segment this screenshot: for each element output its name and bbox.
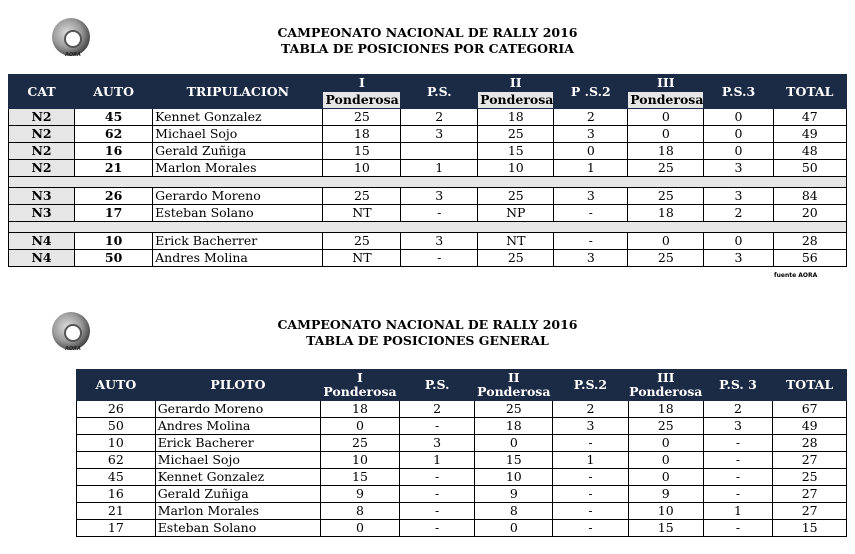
ps-cell: 3 [399, 435, 475, 452]
ps2-cell: 1 [554, 160, 628, 177]
r1-cell: 18 [323, 126, 401, 143]
rally3-name: Ponderosa [629, 384, 703, 399]
r3-cell: 0 [628, 452, 703, 469]
ps3-cell: 3 [703, 418, 773, 435]
total-cell: 28 [773, 435, 847, 452]
ps2-cell: - [553, 486, 629, 503]
auto-cell: 62 [75, 126, 153, 143]
name-cell: Kennet Gonzalez [155, 469, 320, 486]
ps3-cell: 3 [704, 160, 773, 177]
r2-cell: 25 [478, 250, 554, 267]
r3-cell: 10 [628, 503, 703, 520]
ps-cell: - [399, 418, 475, 435]
total-cell: 50 [773, 160, 846, 177]
ps2-cell: - [554, 205, 628, 222]
general-standings-table [76, 369, 847, 537]
section1-subtitle: TABLA DE POSICIONES POR CATEGORIA [281, 41, 574, 56]
ps-cell: 1 [401, 160, 478, 177]
logo-text: AORA [65, 52, 81, 58]
cat-cell: N2 [9, 109, 75, 126]
ps3-cell: 0 [704, 143, 773, 160]
ps3-cell: 0 [704, 126, 773, 143]
col-ps3: P.S. 3 [703, 370, 773, 401]
ps2-cell: - [553, 469, 629, 486]
r3-cell: 25 [628, 418, 703, 435]
name-cell: Esteban Solano [155, 520, 320, 537]
ps2-cell: 3 [554, 250, 628, 267]
rally1-label: I [357, 370, 363, 385]
r1-cell: 15 [323, 143, 401, 160]
rally3-label: III [656, 370, 675, 385]
total-cell: 27 [773, 452, 847, 469]
r3-cell: 25 [628, 250, 704, 267]
ps-cell: - [401, 205, 478, 222]
ps-cell: 3 [401, 126, 478, 143]
r2-cell: 15 [475, 452, 553, 469]
rally1-name: Ponderosa [323, 384, 397, 399]
table-row [9, 233, 847, 250]
auto-cell: 10 [75, 233, 153, 250]
section2-title: CAMPEONATO NACIONAL DE RALLY 2016 [277, 317, 578, 332]
auto-cell: 26 [77, 401, 156, 418]
col-rally1 [321, 370, 400, 401]
ps3-cell: 0 [704, 109, 773, 126]
r2-cell: 9 [475, 486, 553, 503]
ps-cell: - [401, 250, 478, 267]
auto-cell: 16 [77, 486, 156, 503]
total-cell: 27 [773, 486, 847, 503]
r2-cell: 8 [475, 503, 553, 520]
ps-cell: 2 [399, 401, 475, 418]
col-rally2: II [478, 75, 554, 92]
name-cell: Marlon Morales [155, 503, 320, 520]
table-row [77, 401, 847, 418]
ps2-cell: - [553, 503, 629, 520]
table-row [77, 452, 847, 469]
col-ps2: P .S.2 [554, 75, 628, 109]
auto-cell: 17 [77, 520, 156, 537]
spacer-cell [9, 177, 847, 188]
r3-cell: 0 [628, 233, 704, 250]
crew-cell: Gerardo Moreno [153, 188, 323, 205]
ps-cell: 1 [399, 452, 475, 469]
col-ps3: P.S.3 [704, 75, 773, 109]
total-cell: 49 [773, 126, 846, 143]
rally2-name: Ponderosa [477, 384, 551, 399]
ps-cell: - [399, 503, 475, 520]
total-cell: 28 [773, 233, 846, 250]
ps2-cell: 1 [553, 452, 629, 469]
r1-cell: 10 [321, 452, 400, 469]
r1-cell: 25 [323, 109, 401, 126]
ps3-cell: 2 [703, 401, 773, 418]
r3-cell: 18 [628, 205, 704, 222]
name-cell: Andres Molina [155, 418, 320, 435]
r1-cell: NT [323, 205, 401, 222]
r3-cell: 18 [628, 401, 703, 418]
group-spacer [9, 222, 847, 233]
r3-cell: 0 [628, 469, 703, 486]
col-rally3: III [628, 75, 704, 92]
ps2-cell: 2 [554, 109, 628, 126]
cat-cell: N2 [9, 126, 75, 143]
auto-cell: 50 [77, 418, 156, 435]
table-row [9, 250, 847, 267]
name-cell: Michael Sojo [155, 452, 320, 469]
table-row [77, 435, 847, 452]
r1-cell: 8 [321, 503, 400, 520]
ps2-cell: - [553, 435, 629, 452]
ps3-cell: - [703, 520, 773, 537]
ps-cell: - [399, 469, 475, 486]
ps2-cell: 2 [553, 401, 629, 418]
crew-cell: Michael Sojo [153, 126, 323, 143]
r1-cell: 0 [321, 418, 400, 435]
r1-cell: 10 [323, 160, 401, 177]
auto-cell: 21 [77, 503, 156, 520]
table-row [9, 188, 847, 205]
total-cell: 47 [773, 109, 846, 126]
table-row [77, 486, 847, 503]
table-row [9, 160, 847, 177]
col-rally1: I [323, 75, 401, 92]
spacer-cell [9, 222, 847, 233]
ps-cell: 3 [401, 233, 478, 250]
name-cell: Gerardo Moreno [155, 401, 320, 418]
name-cell: Erick Bacherer [155, 435, 320, 452]
ps3-cell: - [703, 486, 773, 503]
cat-cell: N3 [9, 205, 75, 222]
r1-cell: NT [323, 250, 401, 267]
rally2-name: Ponderosa [478, 92, 554, 109]
r3-cell: 25 [628, 160, 704, 177]
ps3-cell: 0 [704, 233, 773, 250]
r1-cell: 25 [323, 233, 401, 250]
rally2-label: II [507, 370, 520, 385]
auto-cell: 10 [77, 435, 156, 452]
r1-cell: 9 [321, 486, 400, 503]
r2-cell: 10 [478, 160, 554, 177]
auto-cell: 26 [75, 188, 153, 205]
auto-cell: 21 [75, 160, 153, 177]
crew-cell: Erick Bacherrer [153, 233, 323, 250]
auto-cell: 50 [75, 250, 153, 267]
section2-subtitle: TABLA DE POSICIONES GENERAL [306, 333, 549, 348]
ps-cell: - [399, 520, 475, 537]
table-row [77, 469, 847, 486]
total-cell: 25 [773, 469, 847, 486]
auto-cell: 16 [75, 143, 153, 160]
ps2-cell: - [553, 520, 629, 537]
r1-cell: 15 [321, 469, 400, 486]
total-cell: 56 [773, 250, 846, 267]
col-total: TOTAL [773, 370, 847, 401]
col-ps: P.S. [401, 75, 478, 109]
r3-cell: 18 [628, 143, 704, 160]
crew-cell: Andres Molina [153, 250, 323, 267]
source-note: fuente AORA [774, 272, 818, 279]
total-cell: 67 [773, 401, 847, 418]
r2-cell: 0 [475, 435, 553, 452]
ps-cell [401, 143, 478, 160]
col-cat: CAT [9, 75, 75, 109]
ps3-cell: - [703, 469, 773, 486]
crew-cell: Esteban Solano [153, 205, 323, 222]
r3-cell: 9 [628, 486, 703, 503]
cat-cell: N3 [9, 188, 75, 205]
ps3-cell: 1 [703, 503, 773, 520]
ps2-cell: 3 [554, 126, 628, 143]
ps3-cell: 3 [704, 188, 773, 205]
col-pilot: PILOTO [155, 370, 320, 401]
total-cell: 15 [773, 520, 847, 537]
group-spacer [9, 177, 847, 188]
r3-cell: 0 [628, 435, 703, 452]
r2-cell: 0 [475, 520, 553, 537]
col-total: TOTAL [773, 75, 846, 109]
rally3-name: Ponderosa [628, 92, 704, 109]
crew-cell: Kennet Gonzalez [153, 109, 323, 126]
r1-cell: 25 [321, 435, 400, 452]
r1-cell: 25 [323, 188, 401, 205]
cat-cell: N2 [9, 160, 75, 177]
col-auto: AUTO [77, 370, 156, 401]
auto-cell: 62 [77, 452, 156, 469]
crew-cell: Gerald Zuñiga [153, 143, 323, 160]
section1-title: CAMPEONATO NACIONAL DE RALLY 2016 [277, 25, 578, 40]
cat-cell: N4 [9, 233, 75, 250]
table-row [9, 109, 847, 126]
logo-text: AORA [65, 346, 81, 352]
table-row [77, 418, 847, 435]
r2-cell: NP [478, 205, 554, 222]
name-cell: Gerald Zuñiga [155, 486, 320, 503]
rally1-name: Ponderosa [323, 92, 401, 109]
auto-cell: 17 [75, 205, 153, 222]
table-row [77, 503, 847, 520]
crew-cell: Marlon Morales [153, 160, 323, 177]
r3-cell: 25 [628, 188, 704, 205]
col-ps2: P.S.2 [553, 370, 629, 401]
r2-cell: 10 [475, 469, 553, 486]
ps-cell: - [399, 486, 475, 503]
col-ps: P.S. [399, 370, 475, 401]
table-row [77, 520, 847, 537]
r1-cell: 0 [321, 520, 400, 537]
ps2-cell: 3 [554, 188, 628, 205]
table-row [9, 126, 847, 143]
r3-cell: 15 [628, 520, 703, 537]
r2-cell: 25 [475, 401, 553, 418]
ps3-cell: 2 [704, 205, 773, 222]
total-cell: 48 [773, 143, 846, 160]
r3-cell: 0 [628, 126, 704, 143]
r2-cell: 15 [478, 143, 554, 160]
ps3-cell: 3 [704, 250, 773, 267]
total-cell: 20 [773, 205, 846, 222]
ps3-cell: - [703, 452, 773, 469]
col-rally2 [475, 370, 553, 401]
r2-cell: 25 [478, 126, 554, 143]
table-row [9, 143, 847, 160]
r2-cell: 18 [475, 418, 553, 435]
col-rally3 [628, 370, 703, 401]
ps-cell: 2 [401, 109, 478, 126]
ps2-cell: 3 [553, 418, 629, 435]
ps2-cell: - [554, 233, 628, 250]
r2-cell: 18 [478, 109, 554, 126]
auto-cell: 45 [75, 109, 153, 126]
table-row [9, 205, 847, 222]
r2-cell: NT [478, 233, 554, 250]
category-standings-table [8, 74, 847, 267]
ps2-cell: 0 [554, 143, 628, 160]
col-crew: TRIPULACION [153, 75, 323, 109]
cat-cell: N4 [9, 250, 75, 267]
cat-cell: N2 [9, 143, 75, 160]
ps3-cell: - [703, 435, 773, 452]
r2-cell: 25 [478, 188, 554, 205]
total-cell: 49 [773, 418, 847, 435]
total-cell: 84 [773, 188, 846, 205]
ps-cell: 3 [401, 188, 478, 205]
auto-cell: 45 [77, 469, 156, 486]
r3-cell: 0 [628, 109, 704, 126]
total-cell: 27 [773, 503, 847, 520]
r1-cell: 18 [321, 401, 400, 418]
col-auto: AUTO [75, 75, 153, 109]
